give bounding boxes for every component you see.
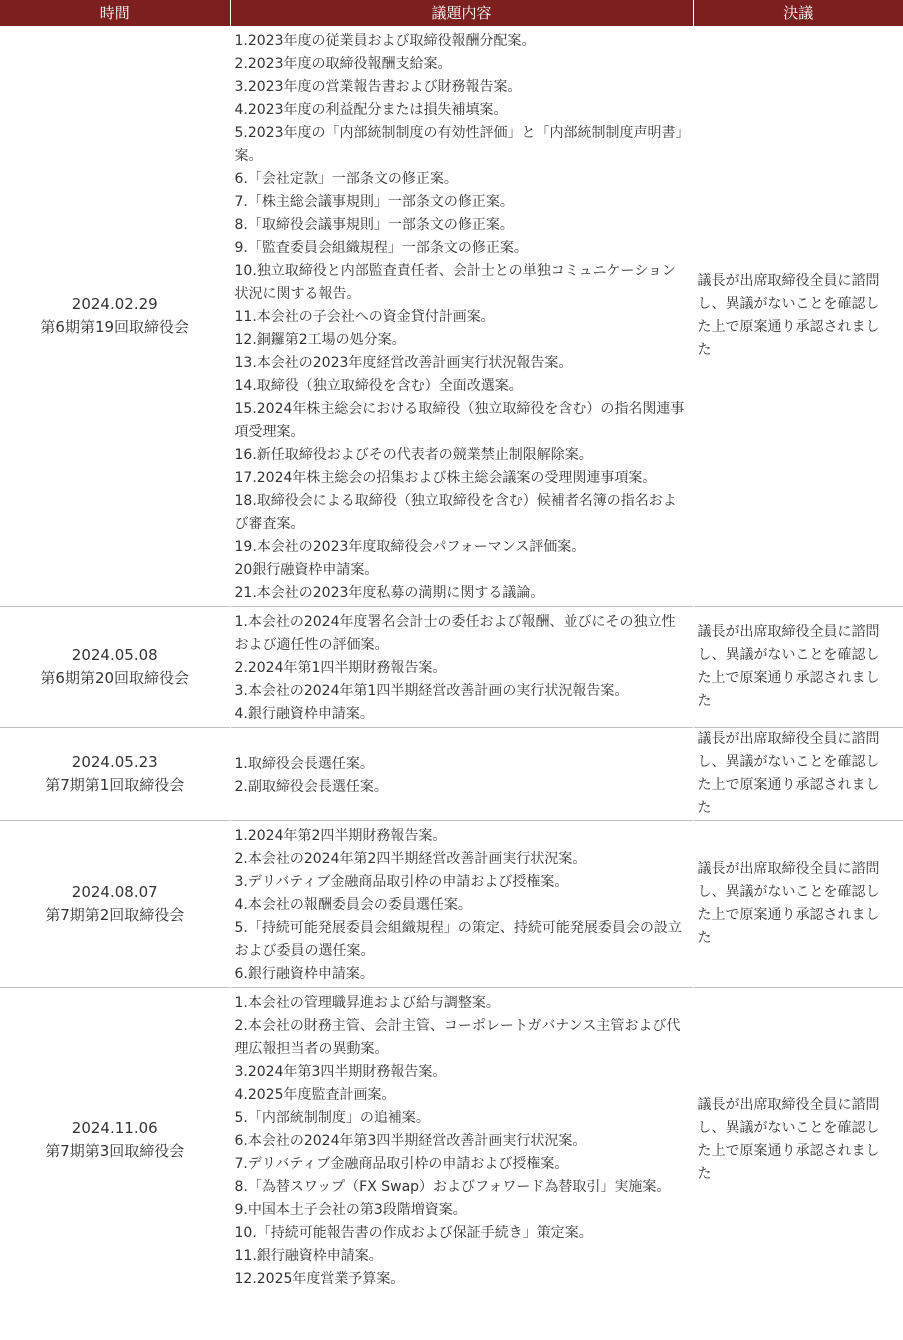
resolution-cell: 議長が出席取締役全員に諮問し、異議がないことを確認した上で原案通り承認されました xyxy=(693,728,903,821)
agenda-item: 17.2024年株主総会の招集および株主総会議案の受理関連事項案。 xyxy=(234,470,657,486)
agenda-item: 6.「会社定款」一部条文の修正案。 xyxy=(234,171,458,187)
meeting-time-cell xyxy=(0,821,230,988)
agenda-item: 12.銅鑼第2工場の処分案。 xyxy=(234,332,406,348)
header-agenda: 議題内容 xyxy=(230,0,693,26)
agenda-cell xyxy=(230,821,693,988)
meeting-session: 第7期第1回取締役会 xyxy=(45,776,185,794)
agenda-item: 8.「為替スワップ（FX Swap）およびフォワード為替取引」実施案。 xyxy=(234,1179,671,1195)
meeting-session: 第6期第19回取締役会 xyxy=(40,318,190,336)
agenda-item: 9.中国本土子会社の第3段階増資案。 xyxy=(234,1202,467,1218)
meeting-date: 2024.05.23 xyxy=(71,753,158,771)
agenda-item: 21.本会社の2023年度私募の満期に関する議論。 xyxy=(234,585,545,601)
header-row xyxy=(0,0,903,26)
agenda-item: 19.本会社の2023年度取締役会パフォーマンス評価案。 xyxy=(234,539,586,555)
table-row xyxy=(0,607,903,728)
resolution-cell: 議長が出席取締役全員に諮問し、異議がないことを確認した上で原案通り承認されました xyxy=(693,26,903,607)
agenda-item: 2.2023年度の取締役報酬支給案。 xyxy=(234,56,452,72)
agenda-item: 7.デリバティブ金融商品取引枠の申請および授権案。 xyxy=(234,1156,569,1172)
agenda-item: 6.銀行融資枠申請案。 xyxy=(234,966,374,982)
meeting-time-cell xyxy=(0,26,230,607)
meeting-time-cell xyxy=(0,988,230,1293)
header-resolution: 決議 xyxy=(693,0,903,26)
agenda-item: 2.本会社の財務主管、会計主管、コーポレートガバナンス主管および代理広報担当者の異動案。 xyxy=(234,1018,681,1057)
agenda-item: 8.「取締役会議事規則」一部条文の修正案。 xyxy=(234,217,514,233)
agenda-item: 7.「株主総会議事規則」一部条文の修正案。 xyxy=(234,194,514,210)
agenda-cell xyxy=(230,988,693,1293)
agenda-item: 9.「監査委員会組織規程」一部条文の修正案。 xyxy=(234,240,528,256)
meeting-time-cell xyxy=(0,607,230,728)
agenda-item: 5.「持続可能発展委員会組織規程」の策定、持続可能発展委員会の設立および委員の選任案。 xyxy=(234,920,682,959)
table-row xyxy=(0,821,903,988)
agenda-item: 1.2024年第2四半期財務報告案。 xyxy=(234,828,447,844)
agenda-item: 13.本会社の2023年度経営改善計画実行状況報告案。 xyxy=(234,355,573,371)
agenda-cell xyxy=(230,607,693,728)
resolution-cell: 議長が出席取締役全員に諮問し、異議がないことを確認した上で原案通り承認されました xyxy=(693,821,903,988)
table-row xyxy=(0,26,903,607)
meeting-session: 第7期第2回取締役会 xyxy=(45,906,185,924)
agenda-item: 6.本会社の2024年第3四半期経営改善計画実行状況案。 xyxy=(234,1133,587,1149)
agenda-item: 2.本会社の2024年第2四半期経営改善計画実行状況案。 xyxy=(234,851,587,867)
agenda-item: 2.副取締役会長選任案。 xyxy=(234,778,388,795)
meeting-date: 2024.08.07 xyxy=(71,883,158,901)
agenda-item: 1.取締役会長選任案。 xyxy=(234,755,374,772)
agenda-item: 3.デリバティブ金融商品取引枠の申請および授権案。 xyxy=(234,874,569,890)
agenda-item: 14.取締役（独立取締役を含む）全面改選案。 xyxy=(234,378,523,394)
agenda-item: 5.2023年度の「内部統制制度の有効性評価」と「内部統制制度声明書」案。 xyxy=(234,125,683,164)
agenda-item: 4.本会社の報酬委員会の委員選任案。 xyxy=(234,897,472,913)
agenda-item: 11.銀行融資枠申請案。 xyxy=(234,1248,383,1264)
agenda-item: 4.銀行融資枠申請案。 xyxy=(234,706,374,722)
resolution-cell: 議長が出席取締役全員に諮問し、異議がないことを確認した上で原案通り承認されました xyxy=(693,607,903,728)
meeting-date: 2024.02.29 xyxy=(71,295,158,313)
table-row xyxy=(0,728,903,821)
agenda-item: 5.「内部統制制度」の追補案。 xyxy=(234,1110,430,1126)
meeting-date: 2024.05.08 xyxy=(71,646,158,664)
agenda-item: 4.2025年度監査計画案。 xyxy=(234,1087,396,1103)
agenda-item: 1.本会社の2024年度署名会計士の委任および報酬、並びにその独立性および適任性の評価案。 xyxy=(234,614,676,653)
agenda-cell xyxy=(230,728,693,821)
agenda-item: 3.2023年度の営業報告書および財務報告案。 xyxy=(234,79,522,95)
agenda-item: 3.2024年第3四半期財務報告案。 xyxy=(234,1064,447,1080)
agenda-item: 16.新任取締役およびその代表者の競業禁止制限解除案。 xyxy=(234,447,593,463)
agenda-item: 1.本会社の管理職昇進および給与調整案。 xyxy=(234,995,500,1011)
table-body xyxy=(0,26,903,1292)
agenda-cell xyxy=(230,26,693,607)
agenda-item: 10.独立取締役と内部監査責任者、会計士との単独コミュニケーション状況に関する報告。 xyxy=(234,263,676,302)
agenda-item: 12.2025年度営業予算案。 xyxy=(234,1271,405,1287)
meeting-date: 2024.11.06 xyxy=(71,1119,158,1137)
resolution-cell: 議長が出席取締役全員に諮問し、異議がないことを確認した上で原案通り承認されました xyxy=(693,988,903,1293)
agenda-item: 11.本会社の子会社への資金貸付計画案。 xyxy=(234,309,495,325)
agenda-item: 2.2024年第1四半期財務報告案。 xyxy=(234,660,447,676)
agenda-item: 1.2023年度の従業員および取締役報酬分配案。 xyxy=(234,33,536,49)
meeting-session: 第7期第3回取締役会 xyxy=(45,1142,185,1160)
agenda-item: 4.2023年度の利益配分または損失補填案。 xyxy=(234,102,508,118)
agenda-item: 3.本会社の2024年第1四半期経営改善計画の実行状況報告案。 xyxy=(234,683,629,699)
meeting-session: 第6期第20回取締役会 xyxy=(40,669,190,687)
agenda-item: 10.「持続可能報告書の作成および保証手続き」策定案。 xyxy=(234,1225,593,1241)
header-time: 時間 xyxy=(0,0,230,26)
table-header xyxy=(0,0,903,26)
agenda-item: 20銀行融資枠申請案。 xyxy=(234,562,379,578)
meeting-time-cell xyxy=(0,728,230,821)
agenda-item: 15.2024年株主総会における取締役（独立取締役を含む）の指名関連事項受理案。 xyxy=(234,401,685,440)
table-row xyxy=(0,988,903,1293)
agenda-item: 18.取締役会による取締役（独立取締役を含む）候補者名簿の指名および審査案。 xyxy=(234,493,677,532)
